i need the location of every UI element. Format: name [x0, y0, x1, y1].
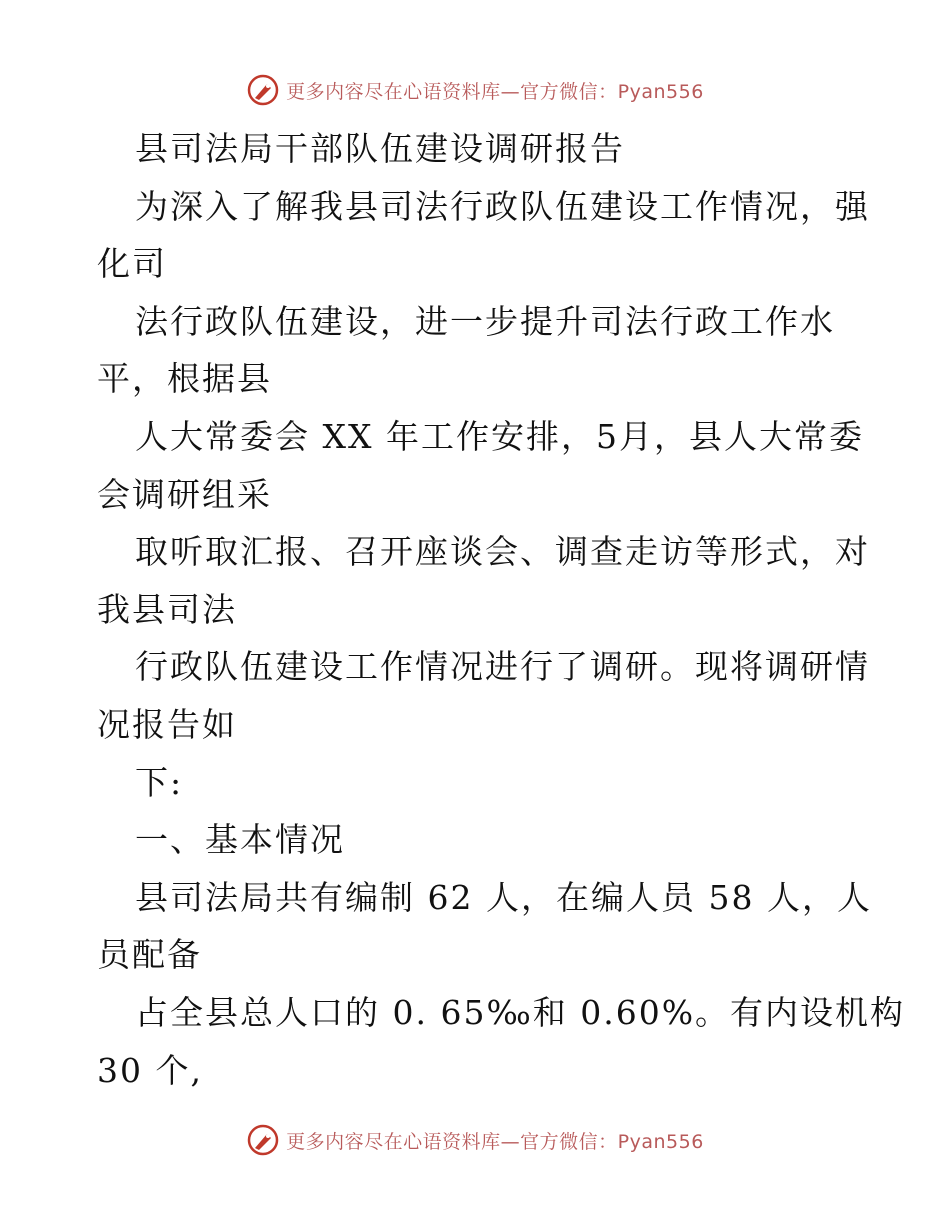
pen-nib-logo-icon: [246, 73, 280, 107]
header-banner: [0, 70, 950, 110]
text-line: 平，根据县: [97, 359, 272, 399]
document-body: [97, 120, 906, 1099]
document-title: 县司法局干部队伍建设调研报告: [135, 129, 625, 168]
text-line: 占全县总人口的 0. 65‰和 0.60%。有内设机构: [135, 992, 906, 1032]
text-line: 取听取汇报、召开座谈会、调查走访等形式，对: [135, 532, 870, 572]
text-line: 县司法局共有编制 62 人，在编人员 58 人，人: [135, 877, 872, 917]
text-line: 员配备: [97, 935, 202, 975]
text-line: 下:: [135, 762, 184, 802]
text-line: 法行政队伍建设，进一步提升司法行政工作水: [135, 301, 835, 341]
text-line: 会调研组采: [97, 474, 272, 514]
banner-text: 更多内容尽在心语资料库—官方微信：Pyan556: [286, 80, 704, 103]
text-line: 化司: [97, 244, 167, 284]
text-line: 为深入了解我县司法行政队伍建设工作情况，强: [135, 186, 870, 226]
text-line: 况报告如: [97, 704, 237, 744]
pen-nib-logo-icon: [246, 1123, 280, 1157]
section-heading: 一、基本情况: [135, 820, 345, 860]
text-line: 人大常委会 XX 年工作安排，5月，县人大常委: [135, 416, 864, 456]
banner-text: 更多内容尽在心语资料库—官方微信：Pyan556: [286, 1130, 704, 1153]
text-line: 我县司法: [97, 589, 237, 629]
text-line: 30 个,: [97, 1050, 203, 1090]
text-line: 行政队伍建设工作情况进行了调研。现将调研情: [135, 647, 870, 687]
footer-banner: [0, 1120, 950, 1160]
